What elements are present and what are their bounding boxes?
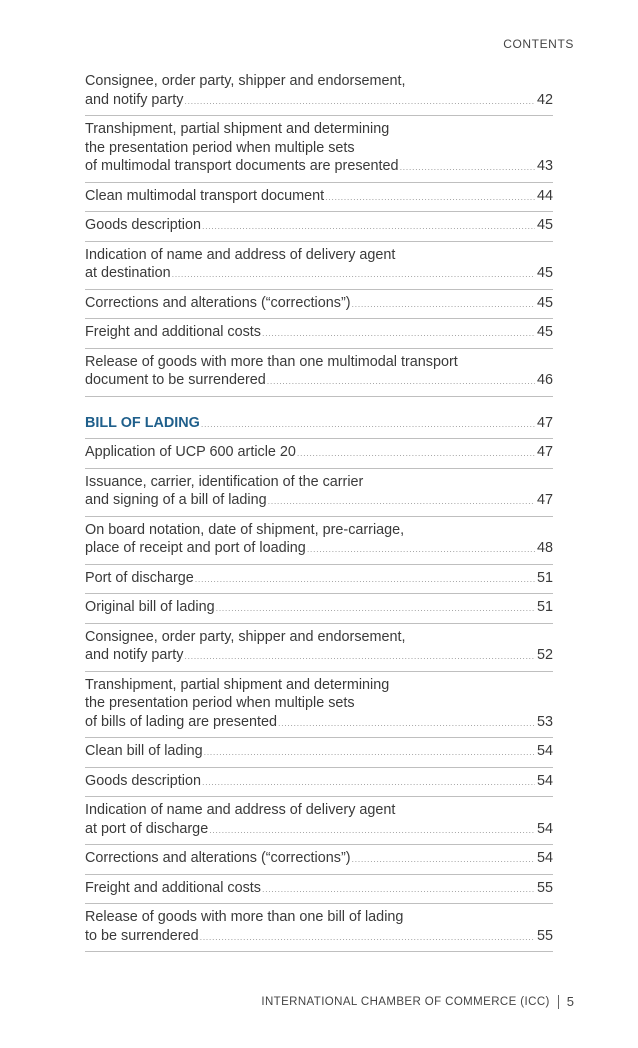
entry-page-number: 54 bbox=[536, 850, 553, 866]
footer-divider bbox=[558, 995, 559, 1009]
entry-separator bbox=[85, 671, 553, 672]
dot-leader bbox=[400, 158, 535, 177]
entry-separator bbox=[85, 348, 553, 349]
entry-separator bbox=[85, 737, 553, 738]
entry-title: and notify party bbox=[85, 647, 184, 663]
entry-text-line: Consignee, order party, shipper and endorsement, bbox=[85, 628, 406, 645]
toc-entry[interactable] bbox=[85, 598, 553, 618]
dot-leader bbox=[201, 415, 535, 434]
entry-page-number: 54 bbox=[536, 772, 553, 789]
entry-title: of multimodal transport documents are presented bbox=[85, 158, 399, 174]
entry-separator bbox=[85, 241, 553, 242]
entry-page-number: 53 bbox=[536, 713, 553, 730]
toc-group-multimodal bbox=[85, 72, 553, 397]
dot-leader bbox=[278, 714, 535, 733]
dot-leader bbox=[262, 324, 535, 343]
entry-title: Freight and additional costs bbox=[85, 879, 261, 896]
dot-leader bbox=[209, 821, 535, 840]
entry-separator bbox=[85, 844, 553, 845]
entry-separator bbox=[85, 318, 553, 319]
dot-leader bbox=[204, 743, 535, 762]
entry-separator bbox=[85, 796, 553, 797]
entry-page-number: 47 bbox=[536, 444, 553, 460]
footer-page-number: 5 bbox=[566, 994, 574, 1009]
dot-leader bbox=[195, 570, 535, 589]
entry-title: at destination bbox=[85, 265, 171, 281]
dot-leader bbox=[184, 92, 535, 111]
entry-title: and signing of a bill of lading bbox=[85, 492, 267, 508]
toc-entry[interactable] bbox=[85, 216, 553, 236]
entry-title: Freight and additional costs bbox=[85, 324, 261, 340]
toc-entry[interactable] bbox=[85, 473, 553, 511]
entry-page-number: 55 bbox=[536, 927, 553, 944]
entry-title: place of receipt and port of loading bbox=[85, 540, 306, 556]
dot-leader bbox=[268, 492, 535, 511]
entry-title: of bills of lading are presented bbox=[85, 713, 277, 730]
toc-entry[interactable] bbox=[85, 628, 553, 666]
entry-text-line: Release of goods with more than one multimodal transport bbox=[85, 353, 458, 370]
entry-separator bbox=[85, 874, 553, 875]
toc-entry[interactable] bbox=[85, 908, 553, 946]
entry-separator bbox=[85, 289, 553, 290]
entry-page-number: 44 bbox=[536, 187, 553, 204]
entry-text-line: Release of goods with more than one bill of lading bbox=[85, 909, 404, 925]
dot-leader bbox=[200, 928, 535, 947]
entry-page-number: 45 bbox=[536, 265, 553, 281]
entry-title: Corrections and alterations (“corrections”) bbox=[85, 294, 351, 311]
dot-leader bbox=[352, 295, 535, 314]
toc-entry[interactable] bbox=[85, 323, 553, 343]
entry-page-number: 48 bbox=[536, 540, 553, 556]
entry-title: Clean multimodal transport document bbox=[85, 187, 325, 204]
entry-page-number: 43 bbox=[536, 158, 553, 174]
entry-separator bbox=[85, 211, 553, 212]
entry-text-line: Transhipment, partial shipment and determining bbox=[85, 676, 390, 693]
toc-entry[interactable] bbox=[85, 294, 553, 314]
toc-entry[interactable] bbox=[85, 676, 553, 733]
toc-entry[interactable] bbox=[85, 72, 553, 110]
toc-entry[interactable] bbox=[85, 443, 553, 463]
entry-title: to be surrendered bbox=[85, 927, 199, 944]
entry-text-line: the presentation period when multiple sets bbox=[85, 139, 355, 156]
entry-title: Corrections and alterations (“corrections”) bbox=[85, 850, 351, 866]
entry-separator bbox=[85, 623, 553, 624]
entry-text-line: Consignee, order party, shipper and endorsement, bbox=[85, 73, 406, 89]
section-gap bbox=[85, 401, 553, 414]
entry-page-number: 46 bbox=[536, 372, 553, 388]
entry-title: Clean bill of lading bbox=[85, 743, 203, 759]
dot-leader bbox=[297, 444, 535, 463]
entry-page-number: 42 bbox=[536, 91, 553, 108]
entry-title: Goods description bbox=[85, 772, 201, 789]
entry-separator bbox=[85, 951, 553, 952]
entry-separator bbox=[85, 115, 553, 116]
dot-leader bbox=[172, 265, 535, 284]
toc-entry[interactable] bbox=[85, 772, 553, 792]
entry-page-number: 54 bbox=[536, 743, 553, 759]
entry-title: Application of UCP 600 article 20 bbox=[85, 444, 296, 460]
entry-page-number: 55 bbox=[536, 879, 553, 896]
entry-page-number: 54 bbox=[536, 820, 553, 837]
toc-entry[interactable] bbox=[85, 742, 553, 762]
toc-entry[interactable] bbox=[85, 879, 553, 899]
entry-text-line: Issuance, carrier, identification of the carrier bbox=[85, 473, 364, 490]
entry-text-line: Indication of name and address of delivery agent bbox=[85, 246, 396, 263]
entry-separator bbox=[85, 767, 553, 768]
entry-separator bbox=[85, 516, 553, 517]
entry-separator bbox=[85, 564, 553, 565]
section-page-number: 47 bbox=[536, 414, 553, 431]
entry-page-number: 51 bbox=[536, 599, 553, 615]
dot-leader bbox=[216, 599, 535, 618]
entry-title: document to be surrendered bbox=[85, 372, 266, 388]
dot-leader bbox=[202, 217, 535, 236]
entry-page-number: 47 bbox=[536, 492, 553, 508]
page-footer bbox=[261, 994, 574, 1009]
toc-entry[interactable] bbox=[85, 246, 553, 284]
toc-section-heading[interactable] bbox=[85, 414, 553, 434]
entry-page-number: 45 bbox=[536, 324, 553, 340]
toc-entry[interactable] bbox=[85, 521, 553, 559]
entry-separator bbox=[85, 903, 553, 904]
entry-separator bbox=[85, 396, 553, 397]
dot-leader bbox=[262, 880, 535, 899]
entry-page-number: 52 bbox=[536, 647, 553, 663]
dot-leader bbox=[307, 540, 535, 559]
entry-title: Goods description bbox=[85, 217, 201, 233]
entry-separator bbox=[85, 593, 553, 594]
running-header: CONTENTS bbox=[503, 37, 574, 51]
entry-title: at port of discharge bbox=[85, 820, 209, 837]
entry-page-number: 51 bbox=[536, 569, 553, 586]
toc-entry[interactable] bbox=[85, 120, 553, 177]
table-of-contents bbox=[85, 72, 553, 956]
entry-page-number: 45 bbox=[536, 294, 553, 311]
entry-text-line: Transhipment, partial shipment and determining bbox=[85, 121, 390, 137]
entry-title: Original bill of lading bbox=[85, 599, 215, 615]
entry-separator bbox=[85, 438, 553, 439]
entry-separator bbox=[85, 468, 553, 469]
entry-page-number: 45 bbox=[536, 217, 553, 233]
toc-entry[interactable] bbox=[85, 849, 553, 869]
section-title: BILL OF LADING bbox=[85, 414, 200, 431]
entry-text-line: On board notation, date of shipment, pre-carriage, bbox=[85, 521, 405, 538]
dot-leader bbox=[202, 773, 535, 792]
toc-entry[interactable] bbox=[85, 569, 553, 589]
toc-entry[interactable] bbox=[85, 187, 553, 207]
entry-title: and notify party bbox=[85, 91, 184, 108]
footer-publisher: INTERNATIONAL CHAMBER OF COMMERCE (ICC) bbox=[261, 995, 550, 1008]
toc-group-bill-of-lading bbox=[85, 443, 553, 952]
dot-leader bbox=[352, 850, 535, 869]
toc-entry[interactable] bbox=[85, 801, 553, 839]
entry-separator bbox=[85, 182, 553, 183]
entry-text-line: Indication of name and address of delivery agent bbox=[85, 802, 396, 818]
entry-title: Port of discharge bbox=[85, 569, 194, 586]
dot-leader bbox=[184, 647, 535, 666]
dot-leader bbox=[267, 372, 535, 391]
dot-leader bbox=[325, 188, 535, 207]
entry-text-line: the presentation period when multiple sets bbox=[85, 695, 355, 711]
toc-entry[interactable] bbox=[85, 353, 553, 391]
